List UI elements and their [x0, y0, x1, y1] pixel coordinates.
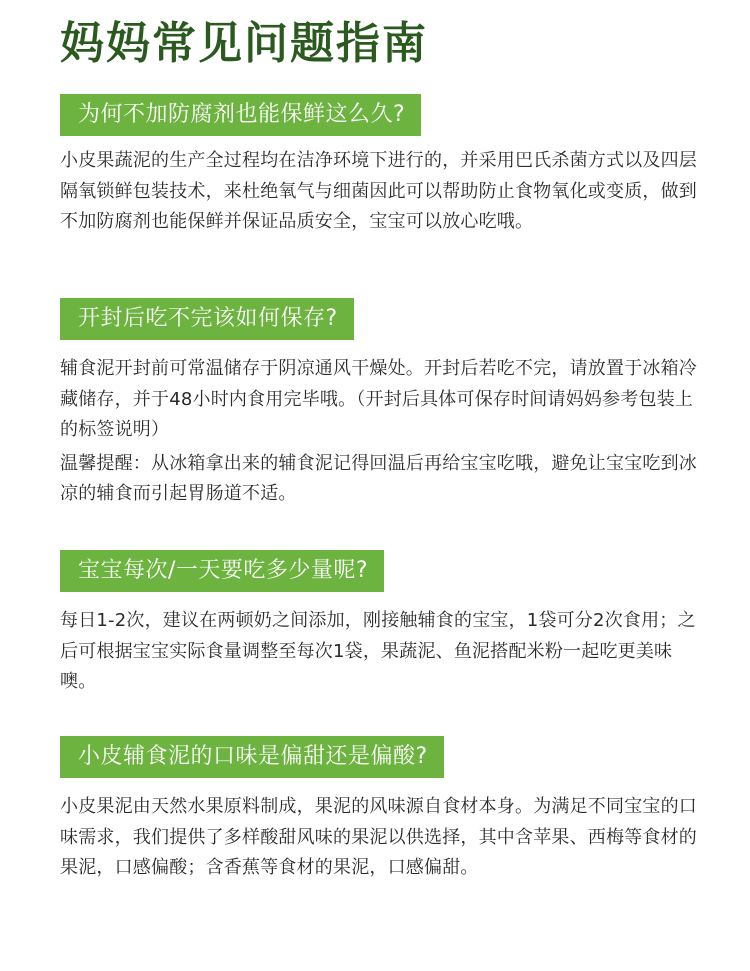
answer-paragraph: 辅食泥开封前可常温储存于阴凉通风干燥处。开封后若吃不完，请放置于冰箱冷藏储存，并于48小时内食用完毕哦。（开封后具体可保存时间请妈妈参考包装上的标签说明） [60, 358, 697, 440]
warm-reminder-paragraph: 温馨提醒：从冰箱拿出来的辅食泥记得回温后再给宝宝吃哦，避免让宝宝吃到冰凉的辅食而引起胃肠道不适。 [60, 452, 697, 504]
question-heading: 开封后吃不完该如何保存? [60, 298, 354, 340]
page-title: 妈妈常见问题指南 [60, 18, 428, 69]
question-heading: 小皮辅食泥的口味是偏甜还是偏酸? [60, 736, 444, 778]
answer-paragraph: 每日1-2次，建议在两顿奶之间添加，刚接触辅食的宝宝，1袋可分2次食用；之后可根据宝宝实际食量调整至每次1袋，果蔬泥、鱼泥搭配米粉一起吃更美味噢。 [60, 610, 696, 692]
answer-paragraph: 小皮果蔬泥的生产全过程均在洁净环境下进行的，并采用巴氏杀菌方式以及四层隔氧锁鲜包装技术，来杜绝氧气与细菌因此可以帮助防止食物氧化或变质，做到不加防腐剂也能保鲜并保证品质安全，宝宝可以放心吃哦。 [60, 150, 697, 232]
faq-section-preservative [60, 94, 700, 238]
answer-paragraph: 小皮果泥由天然水果原料制成，果泥的风味源自食材本身。为满足不同宝宝的口味需求，我们提供了多样酸甜风味的果泥以供选择，其中含苹果、西梅等食材的果泥，口感偏酸；含香蕉等食材的果泥，口感偏甜。 [60, 796, 697, 878]
question-heading: 宝宝每次/一天要吃多少量呢? [60, 550, 384, 592]
faq-section-quantity [60, 550, 700, 698]
question-heading: 为何不加防腐剂也能保鲜这么久? [60, 94, 421, 136]
faq-section-taste [60, 736, 700, 884]
faq-section-storage [60, 298, 700, 510]
